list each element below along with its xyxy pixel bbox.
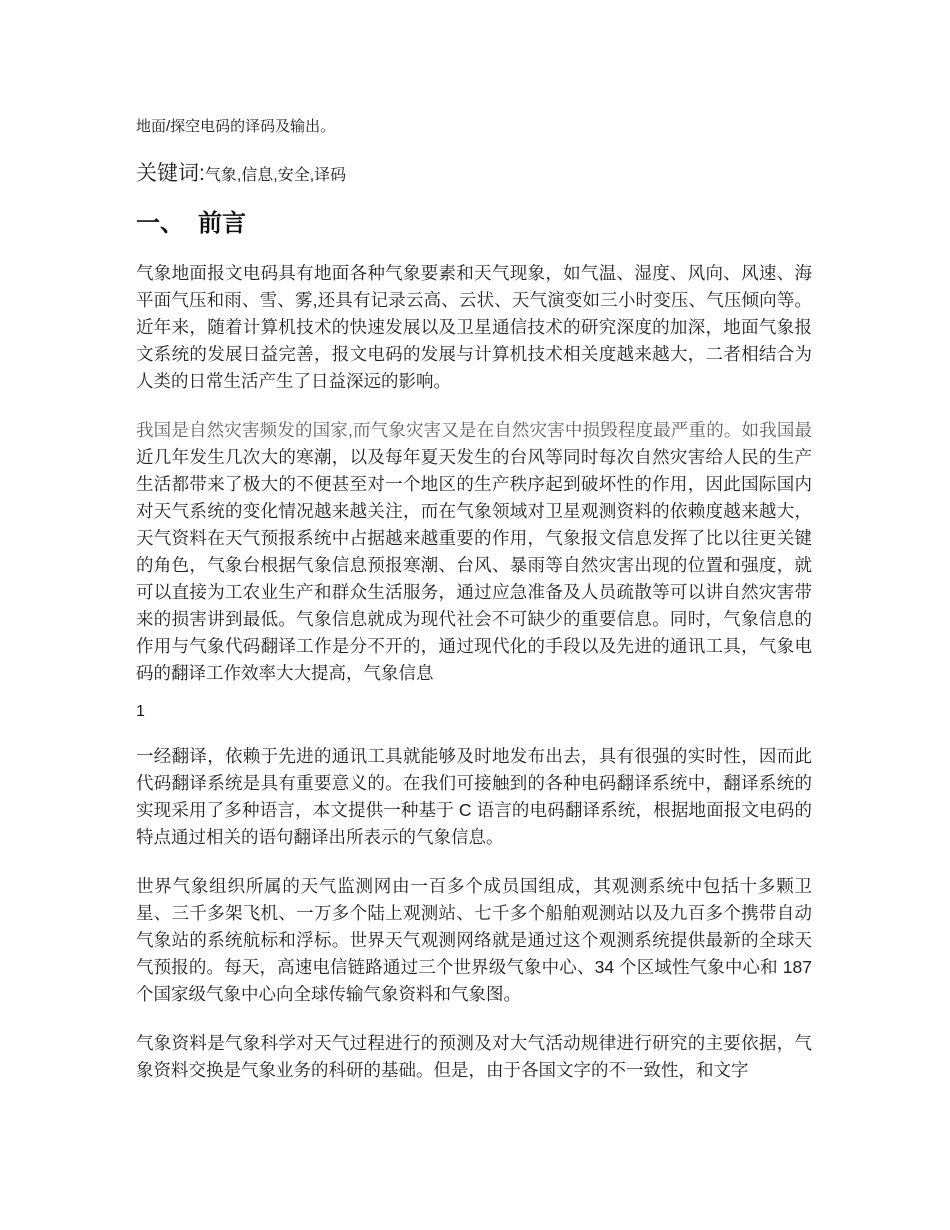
keywords-line (136, 162, 812, 186)
paragraph-2: 我国是自然灾害频发的国家,而气象灾害又是在自然灾害中损毁程度最严重的。如我国最近几年发生几次大的寒潮，以及每年夏天发生的台风等同时每次自然灾害给人民的生产生活都带来了极大的不便甚至对一个地区的生产秩序起到破坏性的作用，因此国际国内对天气系统的变化情况越来越关注，而在气象领域对卫星观测资料的依赖度越来越大，天气资料在天气预报系统中占据越来越重要的作用，气象报文信息发挥了比以往更关键的角色，气象台根据气象信息预报寒潮、台风、暴雨等自然灾害出现的位置和强度，就可以直接为工农业生产和群众生活服务，通过应急准备及人员疏散等可以讲自然灾害带来的损害讲到最低。气象信息就成为现代社会不可缺少的重要信息。同时，气象信息的作用与气象代码翻译工作是分不开的，通过现代化的手段以及先进的通讯工具，气象电码的翻译工作效率大大提高，气象信息 (136, 420, 812, 683)
paragraph-3: 一经翻译，依赖于先进的通讯工具就能够及时地发布出去，具有很强的实时性，因而此代码翻译系统是具有重要意义的。在我们可接触到的各种电码翻译系统中，翻译系统的实现采用了多种语言，本文提供一种基于 C 语言的电码翻译系统，根据地面报文电码的特点通过相关的语句翻译出所表示的气象信息。 (136, 746, 812, 847)
intro-line: 地面/探空电码的译码及输出。 (136, 118, 336, 135)
paragraph-4: 世界气象组织所属的天气监测网由一百多个成员国组成，其观测系统中包括十多颗卫星、三千多架飞机、一万多个陆上观测站、七千多个船舶观测站以及九百多个携带自动气象站的系统航标和浮标。世界天气观测网络就是通过这个观测系统提供最新的全球天气预报的。每天，高速电信链路通过三个世界级气象中心、34 个区域性气象中心和 187 个国家级气象中心向全球传输气象资料和气象图。 (136, 876, 812, 1004)
keywords-label: 关键词: (136, 162, 205, 185)
section-heading (136, 210, 812, 238)
page-number: 1 (136, 703, 145, 720)
section-heading-number: 一、 (136, 210, 184, 237)
paragraph-1: 气象地面报文电码具有地面各种气象要素和天气现象，如气温、湿度、风向、风速、海平面气压和雨、雪、雾,还具有记录云高、云状、天气演变如三小时变压、气压倾向等。近年来，随着计算机技术的快速发展以及卫星通信技术的研究深度的加深，地面气象报文系统的发展日益完善，报文电码的发展与计算机技术相关度越来越大，二者相结合为人类的日常生活产生了日益深远的影响。 (136, 263, 812, 391)
section-heading-title: 前言 (198, 210, 246, 237)
paragraph-5: 气象资料是气象科学对天气过程进行的预测及对大气活动规律进行研究的主要依据，气象资料交换是气象业务的科研的基础。但是，由于各国文字的不一致性，和文字 (136, 1033, 812, 1080)
keywords-value: 气象,信息,安全,译码 (204, 167, 347, 184)
